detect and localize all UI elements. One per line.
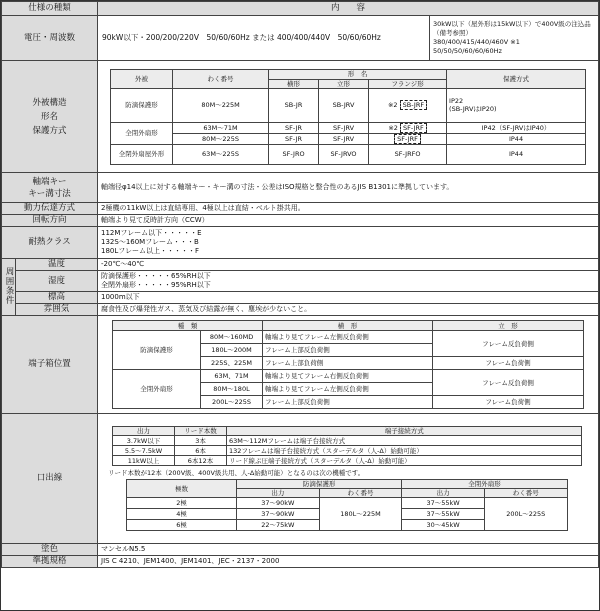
altitude-label: 標高	[16, 292, 98, 304]
insulation-label: 耐熱クラス	[2, 227, 98, 259]
table-row: 4極 37～90kW 37～55kW	[127, 509, 568, 520]
table-row: 80M～225S SF-JR SF-JRV SF-JRF IP44	[111, 133, 586, 144]
table-row: 防滴保護形 80M～160MD 軸端より見てフレーム左側反負荷側 フレーム反負荷側	[113, 331, 584, 344]
temperature-text: -20℃～40℃	[98, 259, 599, 271]
spec-table: 仕様の種類 内 容 電圧・周波数 90kW以下・200/200/220V 50/60/60Hz または 400/400/440V 50/60/60Hz 30kW以下（屋外形は15kW以下）で400V級の注込品（備考参照） 380/400/415/440/460V ※1 50/50/50/60/60/60Hz 外被構造 形名 保護方式 外被 わく番号 形 名 保護方式 横形 立形 フランジ形 防滴保護形 80M～225M SB-JR SB-JRV ※2 SB-JRF IP22 (SB-JRVはIP20) 全閉外扇形 63M～71M SF-JR SF-JRV ※2 SF-JRF IP42（SF-JRVはIP40） 80M～225S SF-JR SF-JRV SF-JRF IP44 全閉外扇屋外形 63M～225S SF-JRO SF-JRVO SF-JRFO IP44 軸端キー キー溝寸法 軸端径φ14以上に対する軸端キー・キー溝の寸法・公差はISO規格と整合性のあるJIS B1301に準拠しています。 動力伝達方式 2極機の11kW以上は直結専用、4極以上は直結・ベルト掛共用。 回転方向 軸端より見て反時計方向（CCW） 耐熱クラス 112Mフレーム以下・・・・・E 132S～160Mフレーム・・・B 180Lフレーム以上・・・・・F 周囲条件 温度 -20℃～40℃ 湿度 防滴保護形・・・・・65%RH以下 全閉外扇形・・・・・95%RH以下 標高 1000m以下 雰囲気 腐食性及び爆発性ガス、蒸気及び結露が無く、塵埃が少ないこと。 端子箱位置 種 類 横 形 立 形 防滴保護形 80M～160MD 軸端より見てフレーム左側反負荷側 フレーム反負荷側 180L～200M フレーム上部反負荷側 225S、225M フレーム上部負荷側 フレーム負荷側 全閉外扇形 63M、71M 軸端より見てフレーム右側反負荷側 フレーム反負荷側 80M～180L 軸端より見てフレーム左側反負荷側 200L～225S フレーム上部反負荷側 フレーム負荷側 口出線 出力 リード本数 端子接続方式 3.7kW以下 3本 63M～112Mフレームは端子台接続方式 5.5～7.5kW 6本 132フレームは端子台接続方式（スターデルタ（人-Δ）始動可能） 11kW以上 6本12本 リード線ぶ圧端子接続方式（スターデルタ（人-Δ）始動可能） リード本数が12本（200V級、400V級共用、人-Δ始動可能）となるのは次の機種です。 極数 防滴保護形 全閉外扇形 出力 わく番号 出力 わく番号 2極 37～90kW 180L～225M 37～55kW 200L～225S 4極 37～90kW 37～55kW 6極 22～75kW 30～45kW 塗色 マンセルN5.5 準拠規格 JIS C 4210、JEM1400、JEM1401、JEC・2137・2000	[1, 1, 599, 568]
shaft-key-text: 軸端径φ14以上に対する軸端キー・キー溝の寸法・公差はISO規格と整合性のあるJIS B1301に準拠しています。	[98, 173, 599, 203]
lead-12-table: 極数 防滴保護形 全閉外扇形 出力 わく番号 出力 わく番号 2極 37～90kW 180L～225M 37～55kW 200L～225S 4極 37～90kW 37～55kW 6極 22～75kW 30～45kW	[126, 479, 568, 531]
lead-note: リード本数が12本（200V級、400V級共用、人-Δ始動可能）となるのは次の機種です。	[108, 469, 365, 477]
rotation-label: 回転方向	[2, 215, 98, 227]
table-row: 防滴保護形 80M～225M SB-JR SB-JRV ※2 SB-JRF IP22 (SB-JRVはIP20)	[111, 88, 586, 122]
lead-wire-label: 口出線	[2, 414, 98, 544]
protection-label: 保護方式	[32, 125, 67, 136]
voltage-side-freq: 50/50/50/60/60/60Hz	[433, 47, 502, 55]
terminal-table: 種 類 横 形 立 形 防滴保護形 80M～160MD 軸端より見てフレーム左側反負荷側 フレーム反負荷側 180L～200M フレーム上部反負荷側 225S、225M フレーム上部負荷側 フレーム負荷側 全閉外扇形 63M、71M 軸端より見てフレーム右側反負荷側 フレーム反負荷側 80M～180L 軸端より見てフレーム左側反負荷側 200L～225S フレーム上部反負荷側 フレーム負荷側	[112, 320, 584, 409]
table-row: 6極 22～75kW 30～45kW	[127, 520, 568, 531]
terminal-box-label: 端子箱位置	[2, 316, 98, 414]
transmission-label: 動力伝達方式	[2, 203, 98, 215]
altitude-text: 1000m以下	[98, 292, 599, 304]
table-row: 200L～225S フレーム上部反負荷側 フレーム負荷側	[113, 396, 584, 409]
table-row: 180L～200M フレーム上部反負荷側	[113, 344, 584, 357]
temperature-label: 温度	[16, 259, 98, 271]
standard-label: 準拠規格	[2, 556, 98, 568]
lead-table: 出力 リード本数 端子接続方式 3.7kW以下 3本 63M～112Mフレームは端子台接続方式 5.5～7.5kW 6本 132フレームは端子台接続方式（スターデルタ（人-Δ）始動可能） 11kW以上 6本12本 リード線ぶ圧端子接続方式（スターデルタ（人-Δ）始動可能）	[112, 426, 582, 466]
header-content: 内 容	[98, 2, 599, 16]
table-row: 全閉外扇形 63M、71M 軸端より見てフレーム右側反負荷側 フレーム反負荷側	[113, 370, 584, 383]
table-row: 5.5～7.5kW 6本 132フレームは端子台接続方式（スターデルタ（人-Δ）始動可能）	[113, 446, 582, 456]
enclosure-table: 外被 わく番号 形 名 保護方式 横形 立形 フランジ形 防滴保護形 80M～225M SB-JR SB-JRV ※2 SB-JRF IP22 (SB-JRVはIP20) 全閉外扇形 63M～71M SF-JR SF-JRV ※2 SF-JRF IP42（SF-JRVはIP40） 80M～225S SF-JR SF-JRV SF-JRF IP44 全閉外扇屋外形 63M～225S SF-JRO SF-JRVO SF-JRFO IP44	[110, 69, 586, 165]
environment-label: 周囲条件	[4, 266, 14, 305]
atmosphere-label: 雰囲気	[16, 304, 98, 316]
paint-text: マンセルN5.5	[98, 544, 599, 556]
atmosphere-text: 腐食性及び爆発性ガス、蒸気及び結露が無く、塵埃が少ないこと。	[98, 304, 599, 316]
transmission-text: 2極機の11kW以上は直結専用、4極以上は直結・ベルト掛共用。	[98, 203, 599, 215]
table-row: 2極 37～90kW 180L～225M 37～55kW 200L～225S	[127, 498, 568, 509]
voltage-label: 電圧・周波数	[2, 16, 98, 61]
keyway-label: キー溝寸法	[28, 188, 71, 199]
humidity-label: 湿度	[16, 271, 98, 292]
table-row: 225S、225M フレーム上部負荷側 フレーム負荷側	[113, 357, 584, 370]
table-row: 80M～180L 軸端より見てフレーム左側反負荷側	[113, 383, 584, 396]
voltage-side-voltages: 380/400/415/440/460V ※1	[433, 38, 520, 46]
table-row: 11kW以上 6本12本 リード線ぶ圧端子接続方式（スターデルタ（人-Δ）始動可能）	[113, 456, 582, 466]
table-row: 全閉外扇屋外形 63M～225S SF-JRO SF-JRVO SF-JRFO IP44	[111, 144, 586, 164]
enclosure-label: 外被構造	[32, 97, 67, 108]
table-row: 全閉外扇形 63M～71M SF-JR SF-JRV ※2 SF-JRF IP42（SF-JRVはIP40）	[111, 122, 586, 133]
rotation-text: 軸端より見て反時計方向（CCW）	[98, 215, 599, 227]
standard-text: JIS C 4210、JEM1400、JEM1401、JEC・2137・2000	[98, 556, 599, 568]
voltage-main: 90kW以下・200/200/220V 50/60/60Hz または 400/400/440V 50/60/60Hz	[102, 33, 381, 42]
paint-label: 塗色	[2, 544, 98, 556]
shaft-key-label: 軸端キー	[32, 176, 67, 187]
voltage-side-note: 30kW以下（屋外形は15kW以下）で400V級の注込品（備考参照）	[433, 20, 591, 37]
model-label: 形名	[41, 111, 59, 122]
table-row: 3.7kW以下 3本 63M～112Mフレームは端子台接続方式	[113, 436, 582, 446]
header-spec-type: 仕様の種類	[2, 2, 98, 16]
